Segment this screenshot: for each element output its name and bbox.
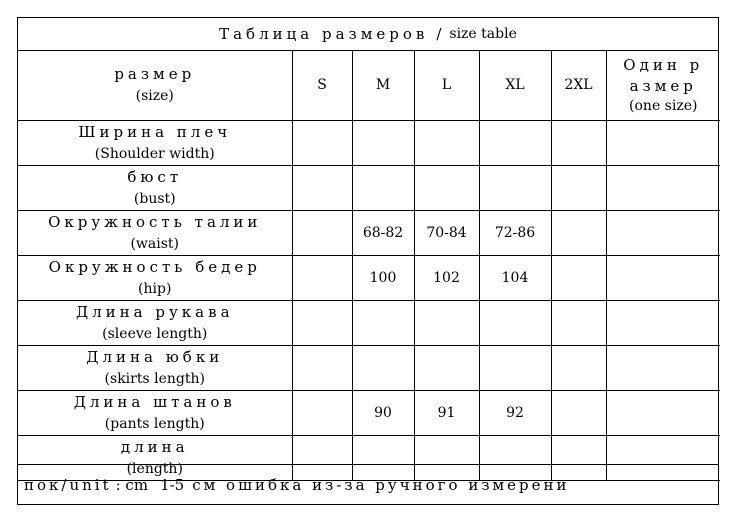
value-cell	[606, 120, 720, 165]
table-row	[18, 390, 720, 435]
value-cell	[551, 210, 606, 255]
row-label-en: (length)	[126, 460, 183, 477]
value-cell	[479, 300, 551, 345]
value-cell: 102	[414, 255, 479, 300]
row-label-ru: Окружность талии	[48, 212, 262, 231]
value-cell	[551, 300, 606, 345]
value-cell	[292, 210, 352, 255]
row-label-cell	[18, 210, 292, 255]
value-cell	[551, 345, 606, 390]
footer-unit-prefix: пок/unit	[24, 475, 112, 494]
row-label-cell	[18, 390, 292, 435]
row-label-ru: Длина штанов	[73, 392, 236, 411]
header-size-l: L	[414, 50, 479, 120]
header-one-size-ru-1: Один р	[623, 55, 704, 74]
footer-note-text: см ошибка из-за ручного измерени	[192, 475, 570, 494]
row-label-cell	[18, 120, 292, 165]
title-slash: /	[436, 25, 442, 43]
row-label-ru: Длина рукава	[75, 302, 234, 321]
header-size-ru: размер	[114, 64, 196, 83]
value-cell	[606, 300, 720, 345]
table-row	[18, 255, 720, 300]
table-body	[18, 120, 720, 480]
row-label-cell	[18, 345, 292, 390]
value-cell: 72-86	[479, 210, 551, 255]
value-cell	[606, 390, 720, 435]
footer-note	[18, 464, 718, 504]
table-row	[18, 345, 720, 390]
row-label-ru: Длина юбки	[86, 347, 224, 366]
value-cell	[292, 120, 352, 165]
header-size-xl: XL	[479, 50, 551, 120]
value-cell	[352, 300, 414, 345]
value-cell	[352, 120, 414, 165]
table-row	[18, 210, 720, 255]
row-label-en: (Shoulder width)	[94, 145, 215, 162]
value-cell	[292, 300, 352, 345]
value-cell	[414, 120, 479, 165]
value-cell	[352, 165, 414, 210]
row-label-en: (skirts length)	[104, 370, 205, 387]
value-cell: 90	[352, 390, 414, 435]
title-ru: Таблица размеров	[219, 25, 429, 43]
value-cell	[479, 345, 551, 390]
table-row	[18, 165, 720, 210]
header-row	[18, 50, 720, 120]
value-cell	[551, 255, 606, 300]
value-cell	[352, 345, 414, 390]
row-label-ru: Окружность бедер	[48, 257, 261, 276]
value-cell	[606, 210, 720, 255]
value-cell: 68-82	[352, 210, 414, 255]
value-cell	[292, 255, 352, 300]
header-size-en: (size)	[135, 87, 174, 104]
row-label-ru: бюст	[127, 167, 183, 186]
row-label-en: (pants length)	[104, 415, 205, 432]
size-table-sheet	[17, 17, 719, 505]
header-size-cell	[18, 50, 292, 120]
value-cell	[551, 390, 606, 435]
header-one-size-en: (one size)	[629, 97, 698, 114]
header-size-m: M	[352, 50, 414, 120]
header-size-s: S	[292, 50, 352, 120]
value-cell	[414, 345, 479, 390]
row-label-en: (hip)	[138, 280, 172, 297]
value-cell: 92	[479, 390, 551, 435]
value-cell	[606, 345, 720, 390]
value-cell: 100	[352, 255, 414, 300]
row-label-cell	[18, 300, 292, 345]
footer-unit: : cm	[115, 475, 149, 494]
header-size-2xl: 2XL	[551, 50, 606, 120]
header-one-size-ru-2: азмер	[629, 76, 697, 95]
value-cell	[606, 165, 720, 210]
value-cell: 104	[479, 255, 551, 300]
title-en: size table	[449, 26, 517, 42]
value-cell	[551, 165, 606, 210]
footer-range: 1-5	[160, 475, 185, 494]
table-title	[18, 18, 718, 51]
row-label-en: (sleeve length)	[102, 325, 208, 342]
row-label-cell	[18, 165, 292, 210]
value-cell: 70-84	[414, 210, 479, 255]
size-table	[18, 50, 720, 481]
table-row	[18, 120, 720, 165]
value-cell	[292, 345, 352, 390]
row-label-cell	[18, 255, 292, 300]
header-one-size	[606, 50, 720, 120]
value-cell: 91	[414, 390, 479, 435]
row-label-en: (waist)	[130, 235, 180, 252]
value-cell	[292, 165, 352, 210]
row-label-ru: Ширина плеч	[78, 122, 232, 141]
value-cell	[551, 120, 606, 165]
value-cell	[292, 390, 352, 435]
value-cell	[414, 165, 479, 210]
value-cell	[606, 255, 720, 300]
row-label-en: (bust)	[133, 190, 176, 207]
row-label-ru: длина	[120, 437, 189, 456]
value-cell	[414, 300, 479, 345]
table-row	[18, 300, 720, 345]
value-cell	[479, 120, 551, 165]
value-cell	[479, 165, 551, 210]
